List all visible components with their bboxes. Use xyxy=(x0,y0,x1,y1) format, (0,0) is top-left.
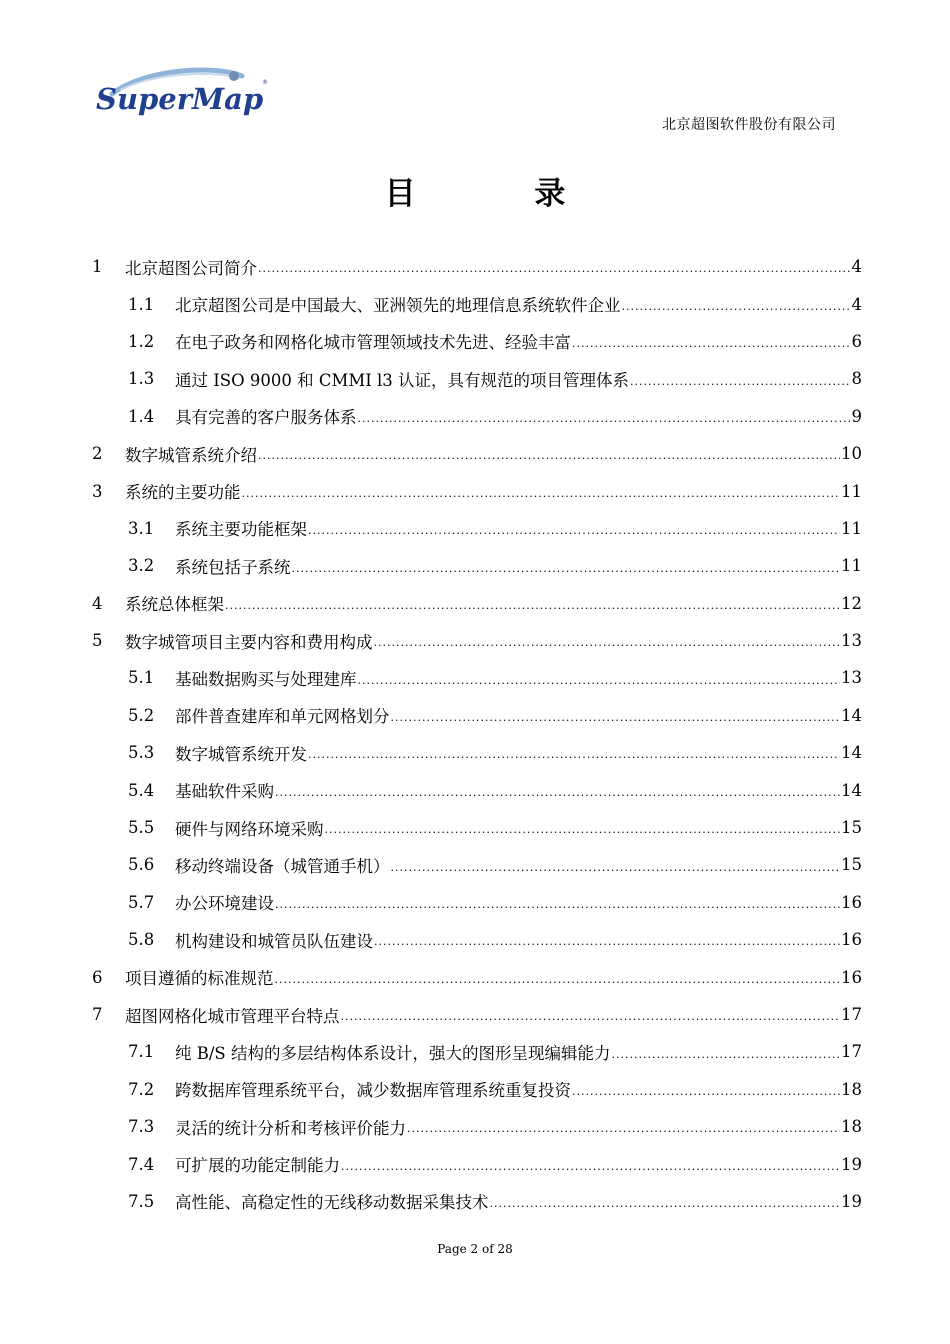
toc-entry[interactable] xyxy=(92,846,862,883)
toc-entry[interactable] xyxy=(92,1108,862,1145)
toc-leader-dots xyxy=(275,973,841,986)
toc-entry-page: 4 xyxy=(851,294,862,314)
toc-leader-dots xyxy=(308,524,840,537)
toc-leader-dots xyxy=(275,786,840,799)
toc-entry-number: 5.3 xyxy=(128,743,155,763)
toc-entry[interactable] xyxy=(92,1071,862,1108)
toc-entry-number: 5.7 xyxy=(128,892,155,912)
toc-entry-title: 高性能、高稳定性的无线移动数据采集技术 xyxy=(175,1193,489,1213)
toc-entry[interactable] xyxy=(92,1145,862,1182)
toc-entry-number: 4 xyxy=(92,593,103,613)
toc-entry-number: 1.3 xyxy=(128,369,155,389)
toc-leader-dots xyxy=(490,1197,841,1210)
toc-leader-dots xyxy=(407,1122,840,1135)
logo-text: SuperMap xyxy=(96,82,264,116)
toc-entry-page: 11 xyxy=(841,518,862,538)
toc-leader-dots xyxy=(374,935,840,948)
toc-entry[interactable] xyxy=(92,285,862,322)
toc-entry-page: 19 xyxy=(841,1154,862,1174)
toc-entry-page: 11 xyxy=(841,556,862,576)
toc-leader-dots xyxy=(341,1010,841,1023)
toc-entry[interactable] xyxy=(92,248,862,285)
toc-entry-title: 部件普查建库和单元网格划分 xyxy=(175,707,390,727)
toc-entry[interactable] xyxy=(92,884,862,921)
toc-entry-number: 5 xyxy=(92,631,103,651)
toc-leader-dots xyxy=(630,375,850,388)
toc-leader-dots xyxy=(611,1048,840,1061)
toc-entry[interactable] xyxy=(92,771,862,808)
toc-entry-title: 数字城管项目主要内容和费用构成 xyxy=(125,632,373,652)
toc-entry[interactable] xyxy=(92,809,862,846)
toc-leader-dots xyxy=(242,487,841,500)
toc-entry-title: 可扩展的功能定制能力 xyxy=(175,1156,340,1176)
svg-text:®: ® xyxy=(262,79,268,86)
toc-entry-number: 5.1 xyxy=(128,668,155,688)
toc-leader-dots xyxy=(341,1160,840,1173)
toc-entry-number: 1 xyxy=(92,257,103,277)
toc-entry-title: 系统包括子系统 xyxy=(175,557,291,577)
toc-entry-title: 系统总体框架 xyxy=(125,595,224,615)
toc-entry[interactable] xyxy=(92,958,862,995)
toc-entry[interactable] xyxy=(92,398,862,435)
toc-leader-dots xyxy=(391,711,841,724)
toc-entry-title: 具有完善的客户服务体系 xyxy=(175,408,357,428)
toc-entry-title: 数字城管系统开发 xyxy=(175,744,307,764)
toc-leader-dots xyxy=(258,262,851,275)
toc-entry[interactable] xyxy=(92,734,862,771)
toc-entry-number: 3.2 xyxy=(128,556,155,576)
toc-entry-title: 通过 ISO 9000 和 CMMI l3 认证，具有规范的项目管理体系 xyxy=(175,370,630,390)
toc-entry[interactable] xyxy=(92,472,862,509)
toc-entry-number: 5.8 xyxy=(128,930,155,950)
toc-entry-number: 7.3 xyxy=(128,1117,155,1137)
toc-leader-dots xyxy=(358,674,841,687)
toc-leader-dots xyxy=(358,412,851,425)
toc-leader-dots xyxy=(308,748,840,761)
toc-entry-number: 5.2 xyxy=(128,705,155,725)
toc-entry[interactable] xyxy=(92,323,862,360)
toc-entry-page: 15 xyxy=(841,818,862,838)
toc-entry-title: 系统主要功能框架 xyxy=(175,520,307,540)
toc-leader-dots xyxy=(572,337,851,350)
toc-entry-page: 17 xyxy=(841,1042,862,1062)
toc-entry[interactable] xyxy=(92,1183,862,1220)
toc-entry-number: 2 xyxy=(92,444,103,464)
toc-entry-title: 机构建设和城管员队伍建设 xyxy=(175,931,373,951)
toc-entry-page: 11 xyxy=(841,481,862,501)
toc-entry[interactable] xyxy=(92,547,862,584)
toc-entry-title: 硬件与网络环境采购 xyxy=(175,819,324,839)
toc-leader-dots xyxy=(391,861,841,874)
company-name: 北京超图软件股份有限公司 xyxy=(662,117,836,133)
toc-entry[interactable] xyxy=(92,510,862,547)
toc-entry-number: 1.2 xyxy=(128,331,155,351)
toc-entry-number: 3.1 xyxy=(128,518,155,538)
toc-entry-number: 5.6 xyxy=(128,855,155,875)
toc-entry-page: 18 xyxy=(841,1079,862,1099)
toc-entry-title: 数字城管系统介绍 xyxy=(125,445,257,465)
toc-entry[interactable] xyxy=(92,659,862,696)
logo-globe-icon xyxy=(229,71,239,81)
toc-entry[interactable] xyxy=(92,1033,862,1070)
toc-entry-title: 在电子政务和网格化城市管理领域技术先进、经验丰富 xyxy=(175,333,571,353)
toc-leader-dots xyxy=(292,562,841,575)
toc-entry-page: 13 xyxy=(841,668,862,688)
toc-entry[interactable] xyxy=(92,585,862,622)
toc-entry-title: 北京超图公司简介 xyxy=(125,258,257,278)
toc-entry-number: 7.2 xyxy=(128,1079,155,1099)
toc-entry-page: 16 xyxy=(841,967,862,987)
toc-entry[interactable] xyxy=(92,435,862,472)
toc-leader-dots xyxy=(622,300,851,313)
toc-entry-number: 6 xyxy=(92,967,103,987)
toc-entry-title: 系统的主要功能 xyxy=(125,483,241,503)
toc-entry-number: 7.5 xyxy=(128,1191,155,1211)
toc-entry-page: 16 xyxy=(841,930,862,950)
toc-entry[interactable] xyxy=(92,360,862,397)
toc-entry-page: 10 xyxy=(841,444,862,464)
toc-entry-title: 办公环境建设 xyxy=(175,894,274,914)
toc-entry-title: 灵活的统计分析和考核评价能力 xyxy=(175,1118,406,1138)
toc-title: 目 录 xyxy=(384,176,620,212)
toc-entry[interactable] xyxy=(92,996,862,1033)
toc-entry-page: 9 xyxy=(851,406,862,426)
toc-entry-title: 北京超图公司是中国最大、亚洲领先的地理信息系统软件企业 xyxy=(175,296,621,316)
toc-entry-page: 6 xyxy=(851,331,862,351)
page-footer: Page 2 of 28 xyxy=(437,1242,513,1256)
toc-leader-dots xyxy=(225,599,840,612)
toc-entry-page: 14 xyxy=(841,780,862,800)
toc-entry-number: 1.1 xyxy=(128,294,155,314)
toc-entry-number: 7.4 xyxy=(128,1154,155,1174)
toc-entry-title: 超图网格化城市管理平台特点 xyxy=(125,1006,340,1026)
toc-leader-dots xyxy=(325,823,841,836)
toc-entry-page: 18 xyxy=(841,1117,862,1137)
toc-entry-number: 7.1 xyxy=(128,1042,155,1062)
toc-entry[interactable] xyxy=(92,622,862,659)
toc-entry-title: 基础数据购买与处理建库 xyxy=(175,669,357,689)
toc-entry[interactable] xyxy=(92,921,862,958)
toc-entry-page: 14 xyxy=(841,743,862,763)
toc-leader-dots xyxy=(374,636,841,649)
table-of-contents xyxy=(92,248,862,1220)
toc-entry-title: 项目遵循的标准规范 xyxy=(125,969,274,989)
toc-leader-dots xyxy=(275,898,840,911)
toc-entry-number: 3 xyxy=(92,481,103,501)
toc-entry-page: 14 xyxy=(841,705,862,725)
toc-entry-page: 19 xyxy=(841,1191,862,1211)
toc-entry-title: 基础软件采购 xyxy=(175,782,274,802)
toc-entry-number: 1.4 xyxy=(128,406,155,426)
toc-leader-dots xyxy=(572,1085,840,1098)
toc-leader-dots xyxy=(258,449,840,462)
toc-entry-title: 移动终端设备（城管通手机） xyxy=(175,856,390,876)
toc-entry-page: 16 xyxy=(841,892,862,912)
toc-entry-page: 13 xyxy=(841,631,862,651)
toc-entry-page: 12 xyxy=(841,593,862,613)
toc-entry-page: 4 xyxy=(851,257,862,277)
toc-entry[interactable] xyxy=(92,697,862,734)
toc-entry-number: 7 xyxy=(92,1005,103,1024)
toc-entry-number: 5.5 xyxy=(128,818,155,838)
supermap-logo xyxy=(92,66,282,124)
toc-entry-title: 纯 B/S 结构的多层结构体系设计，强大的图形呈现编辑能力 xyxy=(175,1043,611,1063)
toc-entry-page: 15 xyxy=(841,855,862,875)
toc-entry-page: 17 xyxy=(841,1005,862,1024)
toc-entry-page: 8 xyxy=(851,369,862,389)
toc-entry-number: 5.4 xyxy=(128,780,155,800)
toc-entry-title: 跨数据库管理系统平台，减少数据库管理系统重复投资 xyxy=(175,1081,571,1101)
